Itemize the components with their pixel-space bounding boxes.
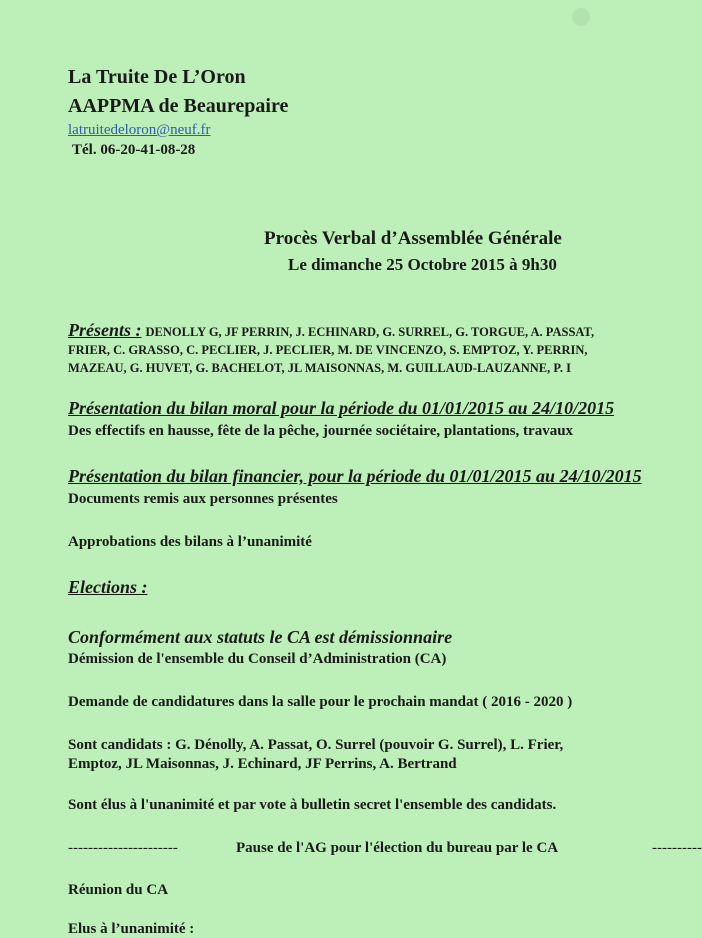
bilan-moral-heading: Présentation du bilan moral pour la période du 01/01/2015 au 24/10/2015 (68, 398, 615, 418)
elections-heading: Elections : (68, 577, 148, 597)
org-name: La Truite De L’Oron (68, 66, 246, 88)
presents-names-2: FRIER, C. GRASSO, C. PECLIER, J. PECLIER, M. DE VINCENZO, S. EMPTOZ, Y. PERRIN, (68, 343, 588, 357)
bilan-moral-text: Des effectifs en hausse, fête de la pêche, journée sociétaire, plantations, travaux (68, 423, 574, 439)
email-link[interactable]: latruitedeloron@neuf.fr (68, 122, 211, 138)
bilan-financier-text: Documents remis aux personnes présentes (68, 491, 338, 507)
pause-text: Pause de l'AG pour l'élection du bureau par le CA (236, 840, 559, 856)
elus-unanimite-text: Elus à l’unanimité : (68, 921, 195, 937)
document-title: Procès Verbal d’Assemblée Générale (264, 228, 562, 249)
presents-names-1: DENOLLY G, JF PERRIN, J. ECHINARD, G. SURREL, G. TORGUE, A. PASSAT, (145, 325, 595, 339)
approval-text: Approbations des bilans à l’unanimité (68, 534, 312, 550)
org-subtitle: AAPPMA de Beaurepaire (68, 95, 289, 117)
presents-names-3: MAZEAU, G. HUVET, G. BACHELOT, JL MAISONNAS, M. GUILLAUD-LAUZANNE, P. I (68, 361, 571, 375)
candidats-line-2: Emptoz, JL Maisonnas, J. Echinard, JF Perrins, A. Bertrand (68, 756, 457, 772)
demission-text: Démission de l'ensemble du Conseil d’Administration (CA) (68, 651, 447, 667)
reunion-ca-text: Réunion du CA (68, 882, 169, 898)
bilan-financier-heading: Présentation du bilan financier, pour la période du 01/01/2015 au 24/10/2015 (68, 466, 642, 486)
candidats-line-1: Sont candidats : G. Dénolly, A. Passat, O. Surrel (pouvoir G. Surrel), L. Frier, (68, 737, 564, 753)
elus-text: Sont élus à l'unanimité et par vote à bulletin secret l'ensemble des candidats. (68, 797, 557, 813)
statuts-heading: Conformément aux statuts le CA est démissionnaire (68, 627, 453, 647)
presents-line-1 (68, 320, 594, 341)
demande-text: Demande de candidatures dans la salle pour le prochain mandat ( 2016 - 2020 ) (68, 694, 573, 710)
phone-number: Tél. 06-20-41-08-28 (72, 142, 196, 158)
paper-stain (572, 8, 590, 26)
pause-dashes-left: ---------------------- (68, 840, 178, 856)
meeting-date: Le dimanche 25 Octobre 2015 à 9h30 (288, 255, 557, 274)
pause-dashes-right: ---------- (652, 840, 702, 856)
presents-label: Présents : (68, 320, 142, 340)
